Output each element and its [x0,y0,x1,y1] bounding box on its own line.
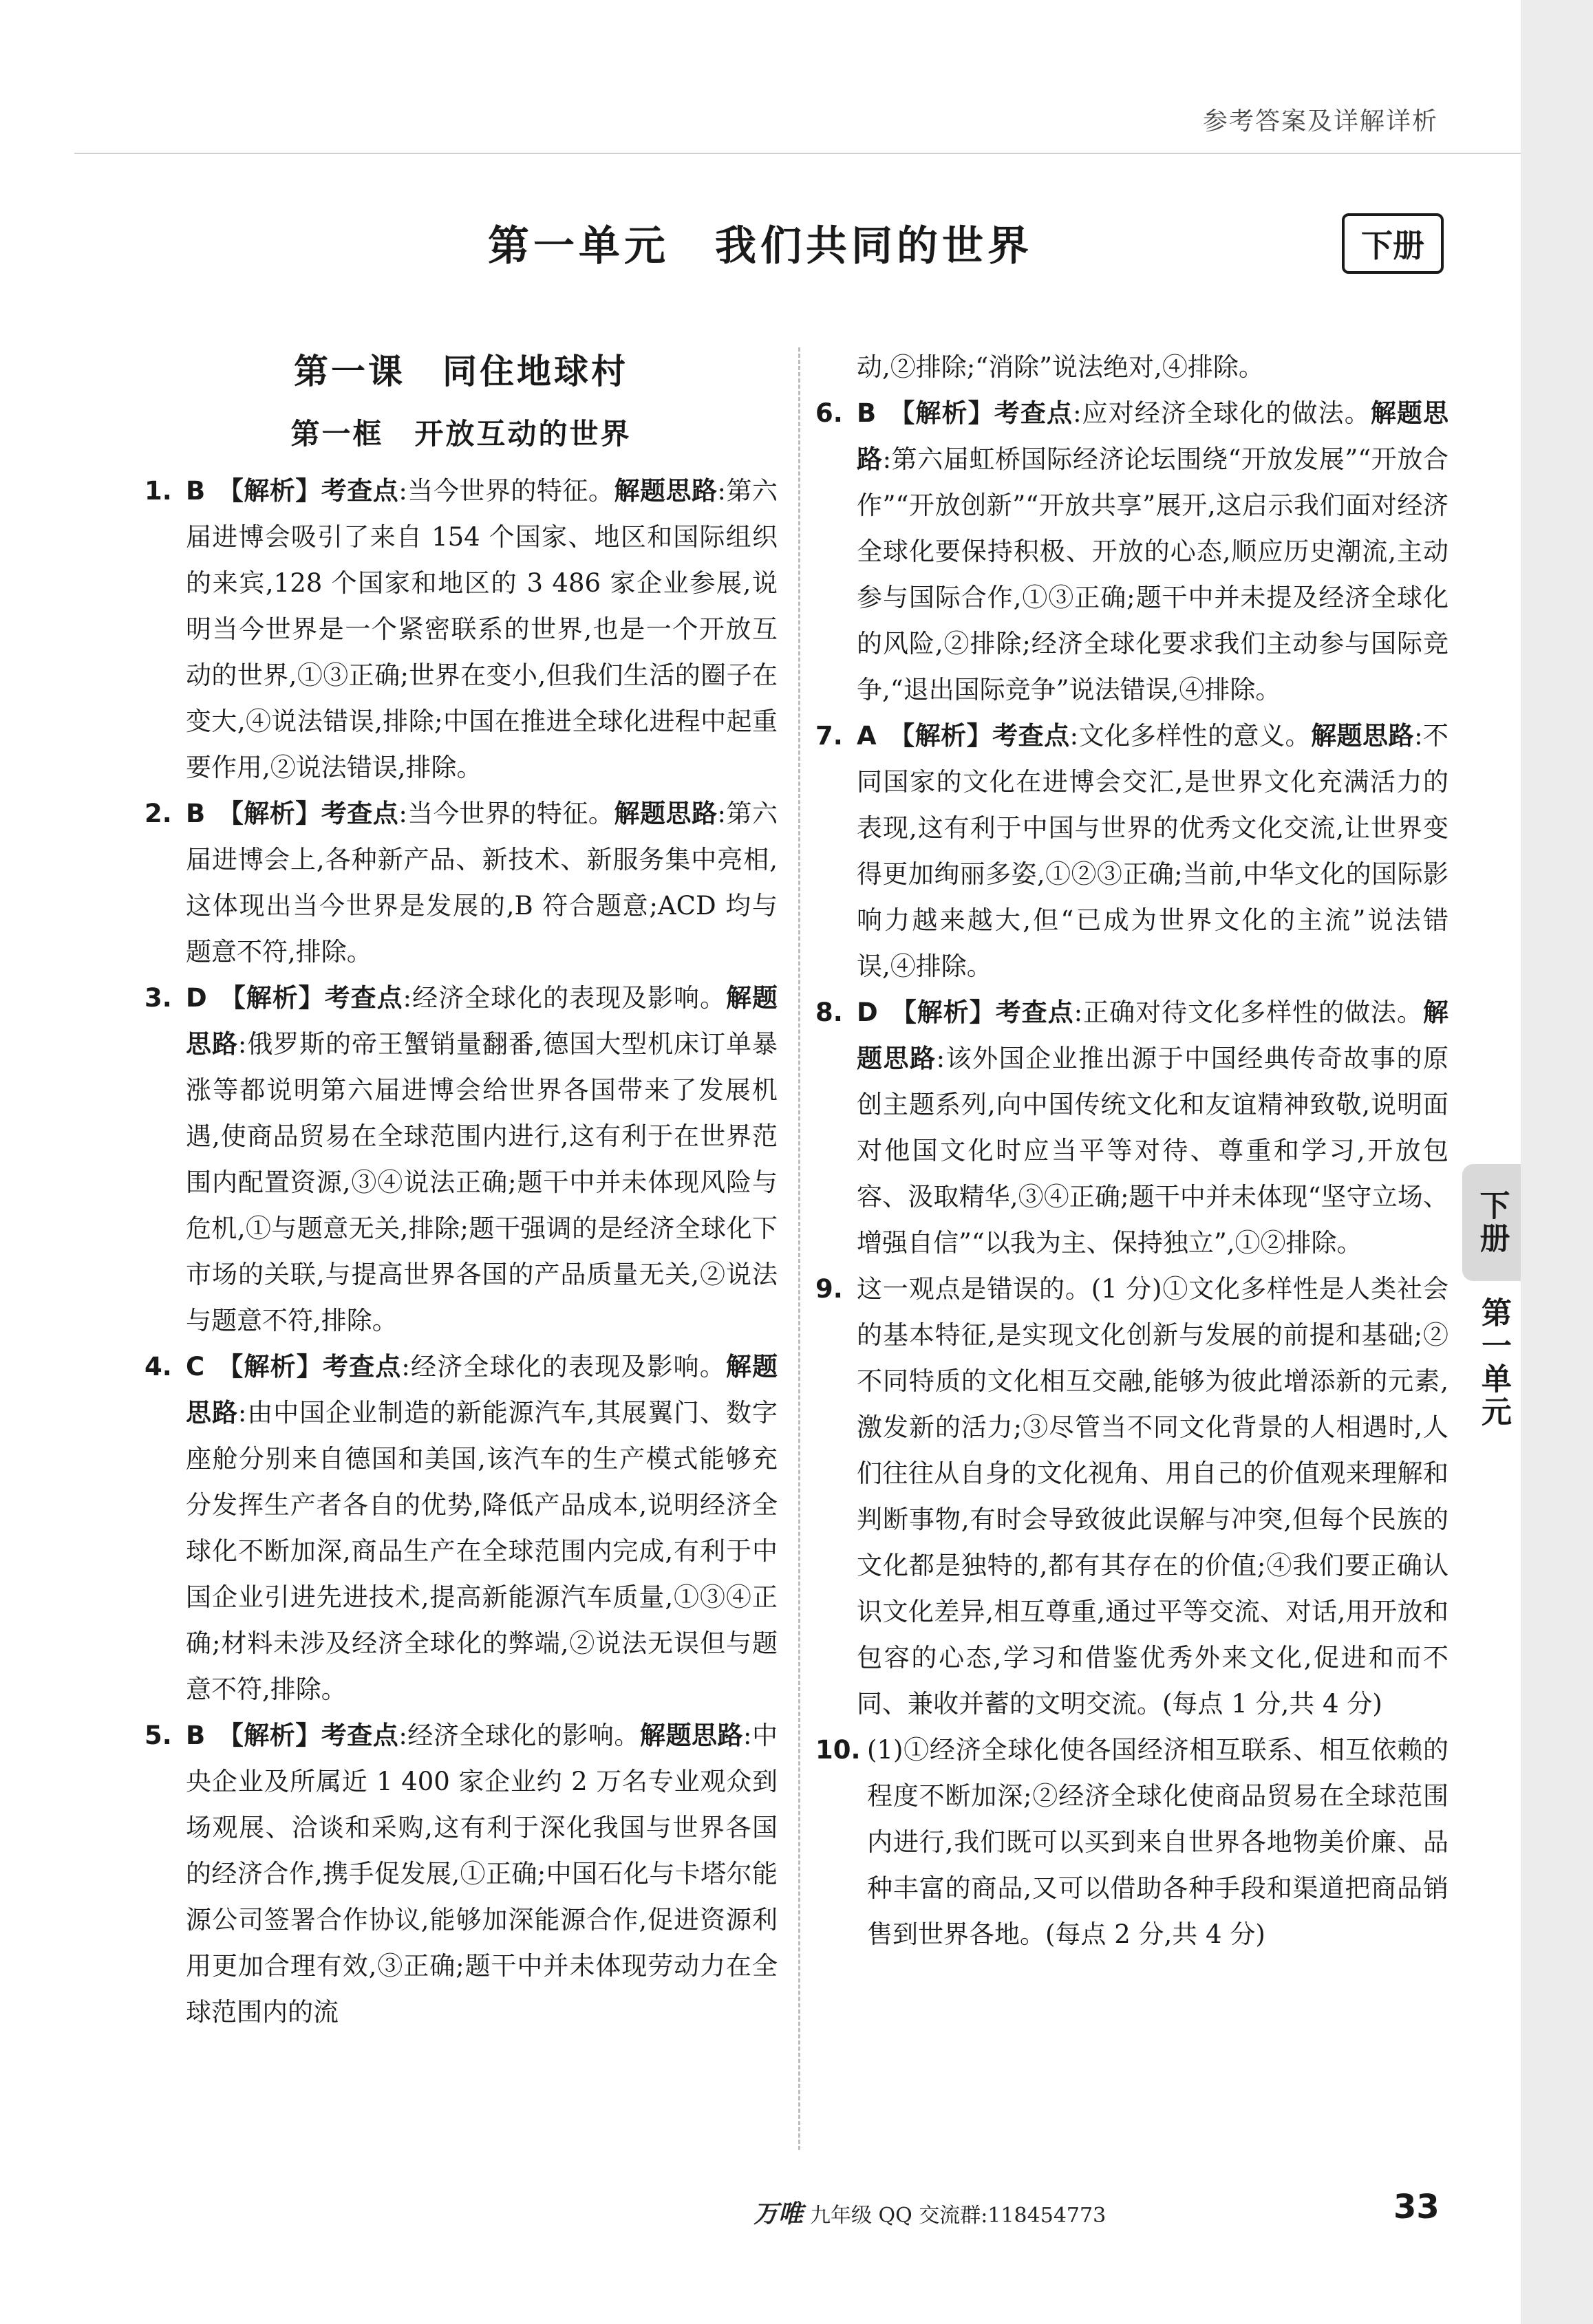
answer-item-8 [815,989,1448,1266]
lesson-title: 第一课 同住地球村 [294,352,628,391]
answer-letter: D [857,998,878,1027]
answer-item-1 [145,468,778,790]
item-number: 9. [815,1274,843,1304]
solution-label: 解题思路 [614,476,718,506]
test-point-label: 考查点 [321,799,399,828]
item-number: 5. [145,1721,172,1750]
side-tab-label: 下册 [1474,1190,1510,1256]
item-number: 10. [815,1735,861,1765]
answer-item-6 [815,390,1448,713]
solution-label: 解题思路 [857,998,1449,1073]
test-point-text: :正确对待文化多样性的做法。 [1073,998,1424,1027]
solution-label: 解题思路 [639,1721,744,1750]
analysis-label: 【解析】 [888,721,993,751]
answer-item-2 [145,790,778,975]
test-point-text: :经济全球化的影响。 [398,1721,640,1750]
test-point-text: :经济全球化的表现及影响。 [401,1352,726,1381]
unit-title: 第一单元 我们共同的世界 [488,222,1033,270]
explanation-text: :该外国企业推出源于中国经典传奇故事的原创主题系列,向中国传统文化和友谊精神致敬,说明面对他国文化时应当平等对待、尊重和学习,开放包容、汲取精华,③④正确;题干中并未体现“坚守立场、增强自信”“以我为主、保持独立”,①②排除。 [857,1044,1449,1258]
test-point-text: :当今世界的特征。 [398,476,614,506]
answer-item-10 [815,1727,1448,1957]
analysis-label: 【解析】 [217,1352,323,1381]
analysis-label: 【解析】 [888,398,994,428]
solution-label: 解题思路 [614,799,718,828]
answer-item-7 [815,713,1448,989]
item-number: 4. [145,1352,172,1381]
test-point-label: 考查点 [322,1352,402,1381]
test-point-text: :经济全球化的表现及影响。 [403,983,727,1013]
right-column [815,344,1448,1957]
answer-letter: B [186,1721,206,1750]
explanation-text: :中央企业及所属近 1 400 家企业约 2 万名专业观众到场观展、洽谈和采购,这有利于深化我国与世界各国的经济合作,携手促发展,①正确;中国石化与卡塔尔能源公司签署合作协议,能够加深能源合作,促进资源利用更加合理有效,③正确;题干中并未体现劳动力在全球范围内的流 [186,1721,778,2027]
test-point-label: 考查点 [321,476,399,506]
explanation-text: :第六届虹桥国际经济论坛围绕“开放发展”“开放合作”“开放创新”“开放共享”展开,这启示我们面对经济全球化要保持积极、开放的心态,顺应历史潮流,主动参与国际合作,①③正确;题干中并未提及经济全球化的风险,②排除;经济全球化要求我们主动参与国际竞争,“退出国际竞争”说法错误,④排除。 [857,444,1449,704]
explanation-text: :第六届进博会上,各种新产品、新技术、新服务集中亮相,这体现出当今世界是发展的,B 符合题意;ACD 均与题意不符,排除。 [186,799,778,967]
analysis-label: 【解析】 [890,998,996,1027]
item-number: 7. [815,721,843,751]
frame-title: 第一框 开放互动的世界 [290,417,632,451]
side-volume-tab [1462,1164,1521,1281]
answer-item-9 [815,1266,1448,1727]
answer-item-5-continued: 动,②排除;“消除”说法绝对,④排除。 [857,352,1264,382]
test-point-label: 考查点 [992,721,1070,751]
answer-item-4 [145,1344,778,1712]
solution-label: 解题思路 [857,398,1449,474]
footer-text: 九年级 QQ 交流群:118454773 [810,2204,1106,2228]
explanation-text: :俄罗斯的帝王蟹销量翻番,德国大型机床订单暴涨等都说明第六届进博会给世界各国带来了发展机遇,使商品贸易在全球范围内进行,这有利于在世界范围内配置资源,③④说法正确;题干中并未体现风险与危机,①与题意无关,排除;题干强调的是经济全球化下市场的关联,与提高世界各国的产品质量无关,②说法与题意不符,排除。 [186,1029,778,1335]
brand-logo: 万唯 [753,2200,804,2228]
analysis-label: 【解析】 [217,799,321,828]
test-point-label: 考查点 [995,998,1074,1027]
answer-item-3 [145,975,778,1344]
test-point-label: 考查点 [994,398,1073,428]
test-point-text: :应对经济全球化的做法。 [1073,398,1371,428]
left-column [145,344,778,2035]
page-number: 33 [1393,2188,1440,2226]
explanation-text: :第六届进博会吸引了来自 154 个国家、地区和国际组织的来宾,128 个国家和地区的 3 486 家企业参展,说明当今世界是一个紧密联系的世界,也是一个开放互动的世界,①③正确;世界在变小,但我们生活的圈子在变大,④说法错误,排除;中国在推进全球化进程中起重要作用,②说法错误,排除。 [186,476,778,782]
answer-letter: B [186,799,206,828]
answer-letter: D [186,983,207,1013]
item-number: 3. [145,983,172,1013]
side-unit-text: 第一单元 [1476,1297,1511,1429]
item-number: 8. [815,998,843,1027]
item-number: 1. [145,476,172,506]
answer-letter: A [857,721,877,751]
test-point-label: 考查点 [324,983,403,1013]
explanation-text: (1)①经济全球化使各国经济相互联系、相互依赖的程度不断加深;②经济全球化使商品贸易在全球范围内进行,我们既可以买到来自世界各地物美价廉、品种丰富的商品,又可以借助各种手段和渠道把商品销售到世界各地。(每点 2 分,共 4 分) [867,1735,1448,1949]
explanation-text: 这一观点是错误的。(1 分)①文化多样性是人类社会的基本特征,是实现文化创新与发展的前提和基础;②不同特质的文化相互交融,能够为彼此增添新的元素,激发新的活力;③尽管当不同文化背景的人相遇时,人们往往从自身的文化视角、用自己的价值观来理解和判断事物,有时会导致彼此误解与冲突,但每个民族的文化都是独特的,都有其存在的价值;④我们要正确认识文化差异,相互尊重,通过平等交流、对话,用开放和包容的心态,学习和借鉴优秀外来文化,促进和而不同、兼收并蓄的文明交流。(每点 1 分,共 4 分) [857,1274,1448,1719]
item-number: 6. [815,398,843,428]
volume-badge: 下册 [1342,213,1444,274]
column-divider [798,347,800,2150]
answer-letter: C [186,1352,205,1381]
side-unit-label [1466,1297,1521,1440]
solution-label: 解题思路 [186,1352,778,1428]
header-divider [74,153,1521,154]
explanation-text: :不同国家的文化在进博会交汇,是世界文化充满活力的表现,这有利于中国与世界的优秀文化交流,让世界变得更加绚丽多姿,①②③正确;当前,中华文化的国际影响力越来越大,但“已成为世界文化的主流”说法错误,④排除。 [857,721,1449,981]
test-point-label: 考查点 [321,1721,399,1750]
analysis-label: 【解析】 [217,476,321,506]
header-title: 参考答案及详解详析 [1202,107,1438,136]
test-point-text: :当今世界的特征。 [398,799,614,828]
answer-item-5 [145,1712,778,2035]
item-number: 2. [145,799,172,828]
answer-letter: B [186,476,206,506]
analysis-label: 【解析】 [217,1721,321,1750]
answer-letter: B [857,398,877,428]
solution-label: 解题思路 [186,983,778,1059]
analysis-label: 【解析】 [219,983,325,1013]
footer [753,2195,1106,2230]
explanation-text: :由中国企业制造的新能源汽车,其展翼门、数字座舱分别来自德国和美国,该汽车的生产模式能够充分发挥生产者各自的优势,降低产品成本,说明经济全球化不断加深,商品生产在全球范围内完成,有利于中国企业引进先进技术,提高新能源汽车质量,①③④正确;材料未涉及经济全球化的弊端,②说法无误但与题意不符,排除。 [186,1398,778,1704]
test-point-text: :文化多样性的意义。 [1069,721,1312,751]
solution-label: 解题思路 [1311,721,1415,751]
